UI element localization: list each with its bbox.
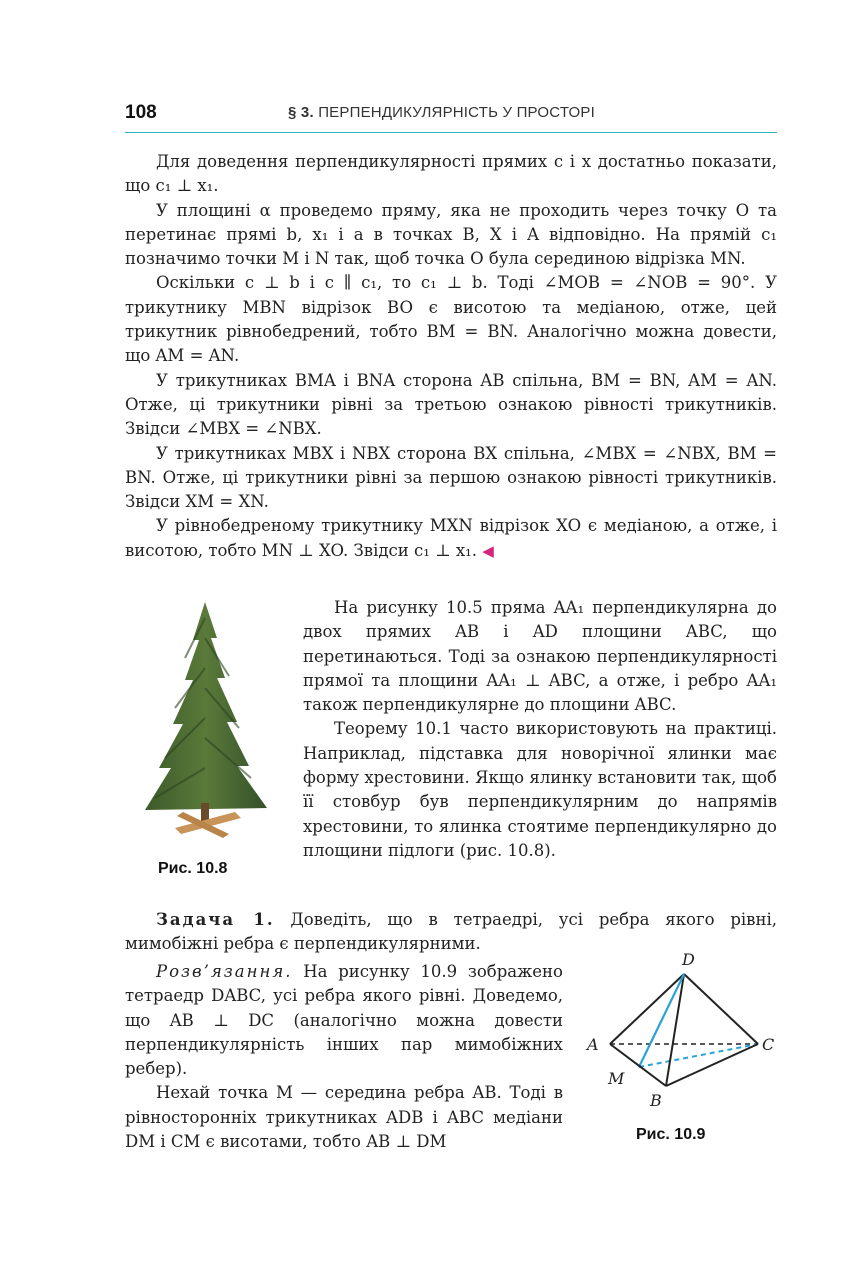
proof-text [125, 150, 777, 563]
section-number: § 3. [288, 104, 314, 121]
side-paragraph-2: Теорему 10.1 часто використовують на практиці. Наприклад, підставка для новорічної ялинки має форму хрестовини. Якщо ялинку встановити так, щоб її стовбур був перпендикулярним до напрямів хрестовини, то ялинка стоятиме перпендикулярно до площини підлоги (рис. 10.8). [303, 719, 777, 860]
figure-10-8-caption: Рис. 10.8 [158, 860, 228, 877]
vertex-label-c: C [762, 1035, 775, 1054]
section-heading [288, 104, 595, 121]
proof-paragraph-6-text: У рівнобедреному трикутнику MXN відрізок XO є медіаною, а отже, і висотою, тобто MN ⊥ XO. Звідси c₁ ⊥ x₁. [125, 516, 777, 560]
christmas-tree-figure [125, 598, 285, 848]
task-title: Задача 1. [156, 910, 275, 929]
proof-paragraph-4: У трикутниках BMA і BNA сторона AB спільна, BM = BN, AM = AN. Отже, ці трикутники рівні за третьою ознакою рівності трикутників. Звідси ∠MBX = ∠NBX. [125, 370, 777, 439]
point-label-m: M [608, 1069, 625, 1088]
proof-end-marker: ◀ [482, 541, 494, 560]
proof-paragraph-2: У площині α проведемо пряму, яка не проходить через точку O та перетинає прямі b, x₁ і a в точках B, X і A відповідно. На прямій c₁ позначимо точки M і N так, щоб точка O була серединою відрізка MN. [125, 200, 777, 269]
side-text [303, 596, 777, 863]
proof-paragraph-6 [125, 514, 777, 563]
page-header [125, 98, 777, 133]
figure-10-9-caption: Рис. 10.9 [636, 1126, 706, 1143]
vertex-label-b: B [650, 1091, 662, 1110]
solution-text [125, 960, 563, 1154]
side-paragraph-1: На рисунку 10.5 пряма AA₁ перпендикулярна до двох прямих AB і AD площини ABC, що перетинаються. Тоді за ознакою перпендикулярності прямої та площини AA₁ ⊥ ABC, а отже, і ребро AA₁ також перпендикулярне до площини ABC. [303, 598, 777, 715]
solution-paragraph-2: Нехай точка M — середина ребра AB. Тоді в рівносторонніх трикутниках ADB і ABC медіани DM і CM є висотами, тобто AB ⊥ DM [125, 1083, 563, 1152]
christmas-tree-illustration [125, 598, 285, 848]
task-text: Доведіть, що в тетраедрі, усі ребра якого рівні, мимобіжні ребра є перпендикулярними. [125, 910, 777, 954]
solution-label: Розв’язання. [156, 962, 293, 981]
tetrahedron-figure [578, 946, 778, 1116]
vertex-label-a: A [587, 1035, 599, 1054]
page-number: 108 [125, 102, 157, 123]
proof-paragraph-1: Для доведення перпендикулярності прямих c і x достатньо показати, що c₁ ⊥ x₁. [125, 152, 777, 196]
tetrahedron-diagram [578, 946, 778, 1116]
section-title: ПЕРПЕНДИКУЛЯРНІСТЬ У ПРОСТОРІ [318, 104, 595, 121]
solution-paragraph-1 [125, 960, 563, 1081]
proof-paragraph-5: У трикутниках MBX і NBX сторона BX спільна, ∠MBX = ∠NBX, BM = BN. Отже, ці трикутники рівні за першою ознакою рівності трикутників. Звідси XM = XN. [125, 443, 777, 512]
solution-paragraph-1-text: На рисунку 10.9 зображено тетраедр DABC, усі ребра якого рівні. Доведемо, що AB ⊥ DC (аналогічно можна довести перпендикулярність інших пар мимобіжних ребер). [125, 962, 563, 1079]
proof-paragraph-3: Оскільки c ⊥ b і c ∥ c₁, то c₁ ⊥ b. Тоді ∠MOB = ∠NOB = 90°. У трикутнику MBN відрізок BO є висотою та медіаною, отже, цей трикутник рівнобедрений, тобто BM = BN. Аналогічно можна довести, що AM = AN. [125, 273, 777, 366]
vertex-label-d: D [682, 950, 695, 969]
